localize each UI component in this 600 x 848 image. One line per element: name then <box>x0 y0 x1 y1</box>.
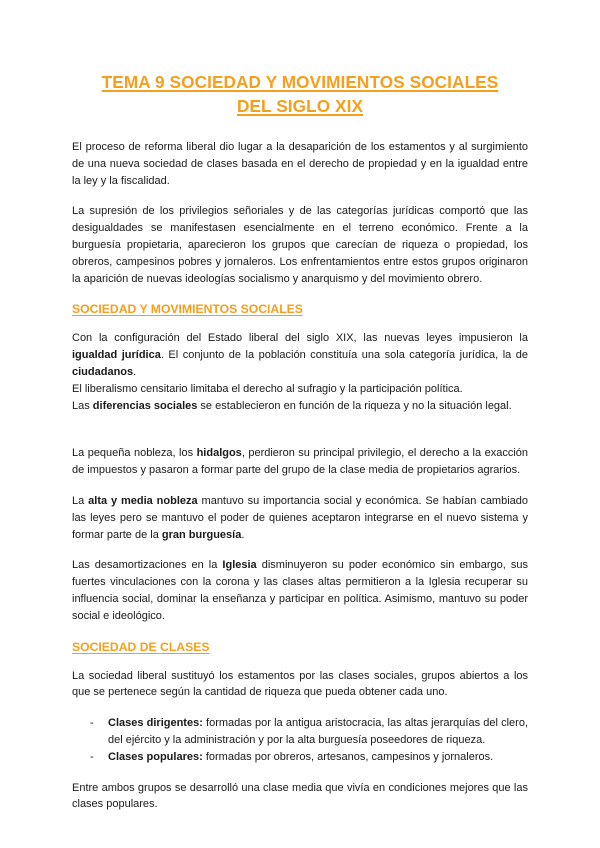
paragraph-hidalgos <box>72 445 528 479</box>
text-run: . <box>241 528 245 541</box>
bold-term-gran-burguesia: gran burguesía <box>161 528 242 541</box>
text-run: disminuyeron su poder económico sin embargo, sus fuertes vinculaciones con la corona y las clases altas permitieron a la Iglesia recuperar su influencia social, dominar la enseñanza y participar en política. Asimismo, mantuvo su poder social e ideológico. <box>72 559 528 622</box>
text-run: . El conjunto de la población constituía una sola categoría jurídica, la de <box>160 349 528 362</box>
dash-bullet: - <box>90 750 94 763</box>
section-heading-sociedad-movimientos: SOCIEDAD Y MOVIMIENTOS SOCIALES <box>72 302 303 317</box>
intro-paragraph-1: El proceso de reforma liberal dio lugar a la desaparición de los estamentos y al surgimiento de una nueva sociedad de clases basada en el derecho de propiedad y en la igualdad entre la ley y la fiscalidad. <box>72 141 528 187</box>
intro-paragraph-2: La supresión de los privilegios señoriales y de las categorías jurídicas comportó que las desigualdades se manifestasen esencialmente en el terreno económico. Frente a la burguesía propietaria, aparecieron los grupos que carecían de riqueza o propiedad, los obreros, campesinos pobres y jornaleros. Los enfrentamientos entre estos grupos originaron la aparición de nuevas ideologías socialismo y anarquismo y del movimiento obrero. <box>72 205 528 285</box>
document-page <box>72 70 528 813</box>
text-run: formadas por obreros, artesanos, campesinos y jornaleros. <box>202 750 494 763</box>
text-run: formadas por la antigua aristocracia, las altas jerarquías del clero, del ejército y la administración y por la alta burguesía poseedores de riqueza. <box>108 717 528 746</box>
dash-bullet: - <box>90 717 94 730</box>
paragraph-alta-media-nobleza <box>72 493 528 543</box>
paragraph-igualdad-juridica <box>72 330 528 380</box>
title-line-1: TEMA 9 SOCIEDAD Y MOVIMIENTOS SOCIALES <box>101 72 499 92</box>
text-run: se establecieron en función de la riqueza y no la situación legal. <box>197 399 512 412</box>
bold-term-clases-dirigentes: Clases dirigentes: <box>108 717 203 730</box>
paragraph-clase-media: Entre ambos grupos se desarrolló una clase media que vivía en condiciones mejores que las clases populares. <box>72 781 528 811</box>
bold-term-iglesia: Iglesia <box>222 559 257 572</box>
page-title <box>72 70 528 118</box>
text-run: . <box>133 365 137 378</box>
text-run: Las desamortizaciones en la <box>72 559 223 572</box>
bold-term-diferencias-sociales: diferencias sociales <box>92 399 198 412</box>
bold-term-alta-media-nobleza: alta y media nobleza <box>88 494 198 507</box>
text-run: Las <box>72 399 93 412</box>
text-run: La pequeña nobleza, los <box>72 447 197 460</box>
bold-term-clases-populares: Clases populares: <box>108 750 203 763</box>
text-run: Con la configuración del Estado liberal del siglo XIX, las nuevas leyes impusieron la <box>72 332 528 345</box>
paragraph-liberalismo-censitario: El liberalismo censitario limitaba el derecho al sufragio y la participación política. <box>72 382 463 395</box>
paragraph-diferencias-sociales <box>72 398 528 415</box>
bold-term-hidalgos: hidalgos <box>196 447 242 460</box>
paragraph-iglesia <box>72 557 528 624</box>
list-item-clases-populares <box>90 749 528 766</box>
clases-list <box>72 715 528 765</box>
title-line-2: DEL SIGLO XIX <box>236 96 364 116</box>
text-run: La <box>72 494 89 507</box>
list-item-clases-dirigentes <box>90 715 528 749</box>
text-run: , perdieron su principal privilegio, el derecho a la exacción de impuestos y pasaron a formar parte del grupo de la clase media de propietarios agrarios. <box>72 447 528 477</box>
bold-term-ciudadanos: ciudadanos <box>72 365 134 378</box>
section-heading-sociedad-clases: SOCIEDAD DE CLASES <box>72 639 210 654</box>
paragraph-sociedad-liberal: La sociedad liberal sustituyó los estamentos por las clases sociales, grupos abiertos a los que se pertenece según la cantidad de riqueza que pueda obtener cada uno. <box>72 669 528 699</box>
text-run: mantuvo su importancia social y económica. Se habían cambiado las leyes pero se mantuvo el poder de quienes aceptaron integrarse en el nuevo sistema y formar parte de la <box>72 494 529 541</box>
bold-term-igualdad-juridica: igualdad jurídica <box>72 349 161 362</box>
